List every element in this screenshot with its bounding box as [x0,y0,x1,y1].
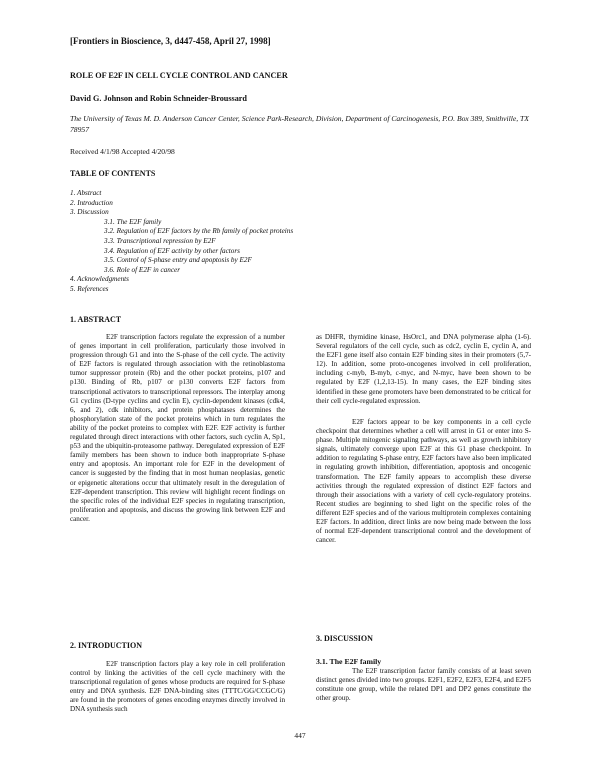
toc-item: 4. Acknowledgments [70,275,129,284]
subsection-heading: 3.1. The E2F family [316,657,382,666]
toc-subitem: 3.4. Regulation of E2F activity by other factors [104,246,240,255]
received-dates: Received 4/1/98 Accepted 4/20/98 [70,147,175,156]
journal-header: [Frontiers in Bioscience, 3, d447-458, April 27, 1998] [70,36,271,46]
affiliation: The University of Texas M. D. Anderson Cancer Center, Science Park-Research, Division, Department of Carcinogenesis, P.O. Box 389, Smithville, TX 78957 [70,114,529,134]
authors: David G. Johnson and Robin Schneider-Broussard [70,94,247,103]
family-paragraph: The E2F transcription factor family consists of at least seven distinct genes divided into two groups. E2F1, E2F2, E2F3, E2F4, and E2F5 constitute one group, while the related DP1 and DP2 genes constitute the other group. [316,667,531,703]
toc-title: TABLE OF CONTENTS [70,169,156,178]
abstract-heading: 1. ABSTRACT [70,315,122,324]
family-body [316,667,531,703]
introduction-heading: 2. INTRODUCTION [70,641,143,650]
toc-subitem: 3.1. The E2F family [104,217,162,226]
discussion-heading: 3. DISCUSSION [316,634,373,643]
introduction-paragraph-cont: as DHFR, thymidine kinase, HsOrc1, and DNA polymerase alpha (1-6). Several regulators of the cell cycle, such as cdc2, cyclin E, cyclin A, and the E2F1 gene itself also contain E2F binding sites in their promoters (5,7-12). In addition, some proto-oncogenes involved in cell proliferation, including c-myb, B-myb, c-myc, and N-myc, have been shown to be regulated by E2F (1,2,13-15). In many cases, the E2F binding sites identified in these gene promoters have been demonstrated to be critical for their cell cycle-regulated expression. [316,333,531,405]
toc-item: 1. Abstract [70,189,102,197]
page-number: 447 [294,731,306,740]
abstract-body [70,333,285,524]
toc-item: 5. References [70,284,109,293]
abstract-paragraph: E2F transcription factors regulate the expression of a number of genes important in cell proliferation, particularly those involved in progression through G1 and into the S-phase of the cell cycle. The activity of E2F factors is regulated through association with the retinoblastoma tumor suppressor protein (Rb) and the other pocket proteins, p107 and p130. Binding of Rb, p107 or p130 converts E2F factors from transcriptional activators to transcriptional repressors. The interplay among G1 cyclins (D-type cyclins and cyclin E), cyclin-dependent kinases (cdk4, 6, and 2), cdk inhibitors, and protein phosphatases determines the phosphorylation state of the pocket proteins which in turn regulates the ability of the pocket proteins to complex with E2F. E2F activity is further regulated through direct interactions with other factors, such cyclin A, Sp1, p53 and the ubiquitin-proteasome pathway. Deregulated expression of E2F family members has been shown to induce both inappropriate S-phase entry and apoptosis. An important role for E2F in the development of cancer is suggested by the finding that in most human neoplasias, genetic or epigenetic alterations occur that ultimately result in the deregulation of E2F-dependent transcription. This review will highlight recent findings on the specific roles of the individual E2F species in regulating transcription, proliferation and apoptosis, and discuss the growing link between E2F and cancer. [70,333,285,523]
introduction-paragraph: E2F transcription factors play a key role in cell proliferation control by linking the activities of the cell cycle machinery with the transcriptional regulation of genes whose products are required for S-phase entry and DNA synthesis. E2F DNA-binding sites (TTTC/GG/CCGC/G) are found in the promoters of genes encoding enzymes directly involved in DNA synthesis such [70,660,285,714]
toc-subitem: 3.3. Transcriptional repression by E2F [104,236,216,245]
introduction-paragraph-2: E2F factors appear to be key components in a cell cycle checkpoint that determines whether a cell will arrest in G1 or enter into S-phase. Multiple mitogenic signaling pathways, as well as growth inhibitory signals, ultimately converge upon E2F at this G1 phase checkpoint. In addition to regulating S-phase entry, E2F factors have also been implicated in regulating growth inhibition, differentiation, apoptosis and oncogenic transformation. The E2F family appears to accomplish these diverse activities through the regulated expression of distinct E2F factors and through their associations with a variety of cell cycle-regulatory proteins. Recent studies are beginning to shed light on the specific roles of the different E2F species and of the various multiprotein complexes containing E2F factors. In addition, direct links are now being made between the loss of normal E2F-dependent transcriptional control and the development of cancer. [316,418,531,545]
table-of-contents [70,189,510,295]
right-column-intro [316,333,531,406]
toc-subitem: 3.6. Role of E2F in cancer [104,265,181,274]
toc-item: 3. Discussion [70,208,109,217]
right-column-intro-2 [316,418,531,545]
paper-title: ROLE OF E2F IN CELL CYCLE CONTROL AND CANCER [70,71,288,80]
toc-subitem: 3.2. Regulation of E2F factors by the Rb family of pocket proteins [104,227,294,236]
toc-item: 2. Introduction [70,198,113,207]
introduction-body [70,660,285,715]
toc-subitem: 3.5. Control of S-phase entry and apoptosis by E2F [104,256,252,265]
